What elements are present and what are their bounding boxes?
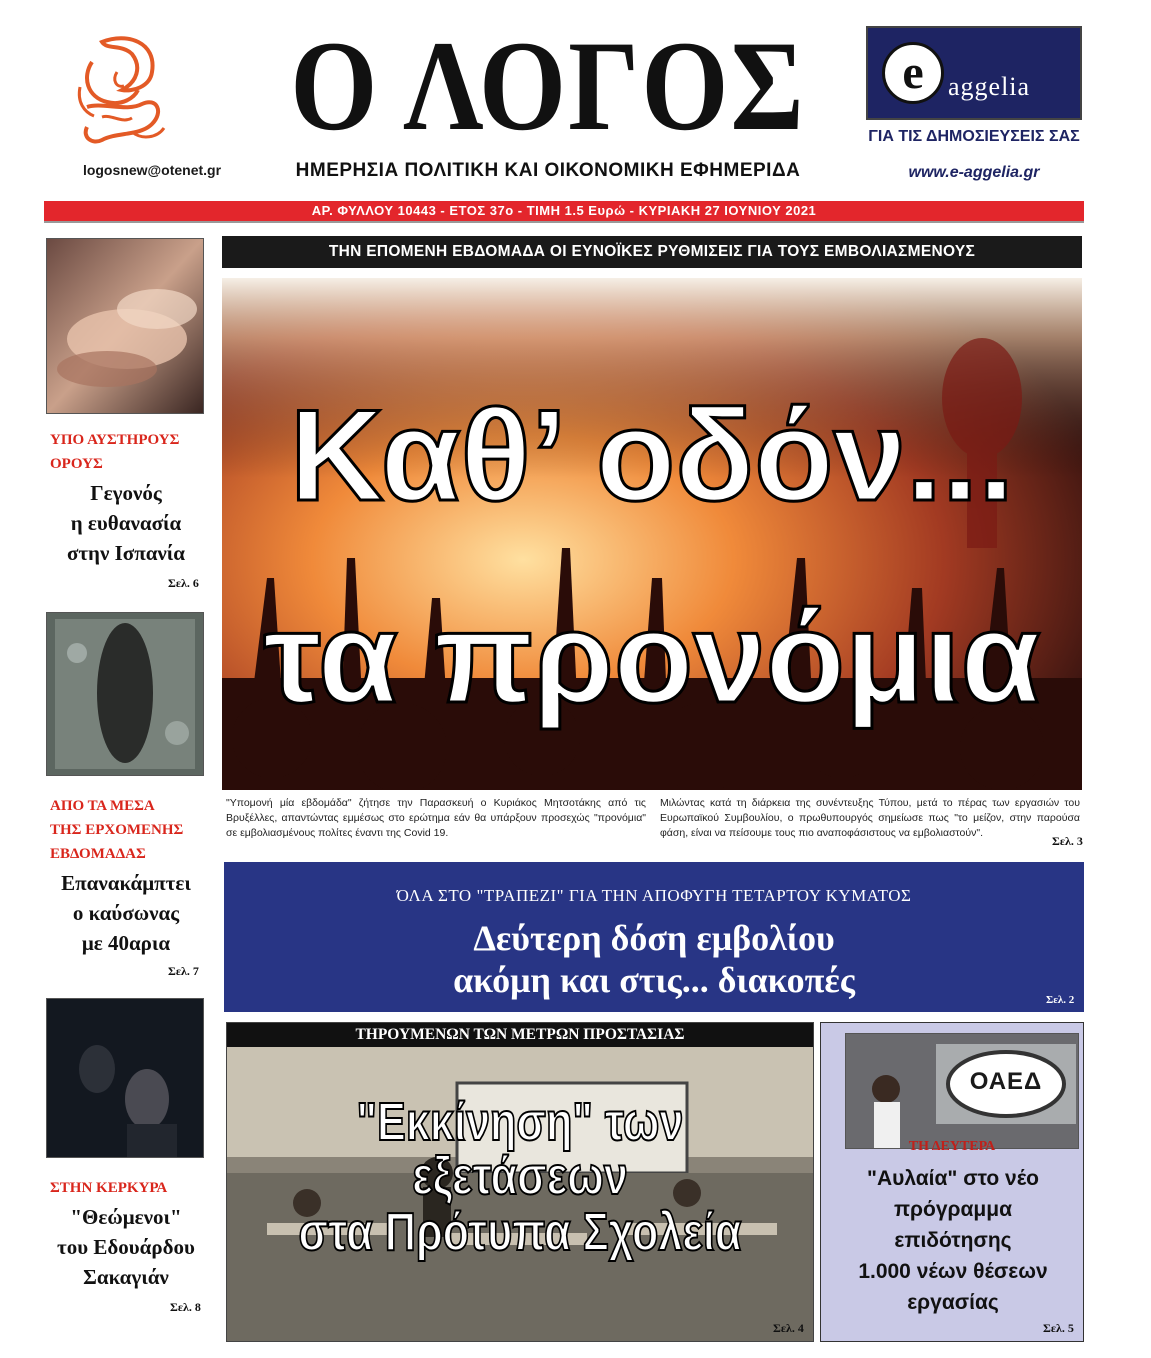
page-ref-6: Σελ. 6 — [168, 576, 199, 590]
newspaper-logo-illustration — [72, 32, 172, 152]
sidebar-kicker-1: ΥΠΟ ΑΥΣΤΗΡΟΥΣ ΟΡΟΥΣ — [50, 432, 180, 472]
exam-headline-line1: "Εκκίνηση" των εξετάσεων — [356, 1092, 684, 1206]
oaed-story[interactable] — [820, 1022, 1084, 1342]
page-ref-5: Σελ. 5 — [1043, 1321, 1074, 1335]
oaed-kicker: ΤΗ ΔΕΥΤΕΡΑ — [908, 1139, 996, 1154]
contact-email[interactable]: logosnew@otenet.gr — [82, 162, 222, 178]
ad-url[interactable]: www.e-aggelia.gr — [908, 164, 1040, 181]
exam-headline-line2: στα Πρότυπα Σχολεία — [298, 1202, 742, 1262]
sidebar-kicker-3: ΣΤΗΝ ΚΕΡΚΥΡΑ — [50, 1180, 168, 1196]
exam-banner: ΤΗΡΟΥΜΕΝΩΝ ΤΩΝ ΜΕΤΡΩΝ ΠΡΟΣΤΑΣΙΑΣ — [227, 1023, 813, 1047]
exam-story[interactable] — [226, 1022, 814, 1342]
eaggelia-logo-icon: e — [882, 42, 944, 104]
vaccine-dose-headline-line1: Δεύτερη δόση εμβολίου — [473, 918, 835, 958]
newspaper-subtitle: ΗΜΕΡΗΣΙΑ ΠΟΛΙΤΙΚΗ ΚΑΙ ΟΙΚΟΝΟΜΙΚΗ ΕΦΗΜΕΡΙΔΑ — [295, 160, 801, 181]
page-ref-7: Σελ. 7 — [168, 964, 199, 978]
main-headline-line2[interactable]: τα προνόμια — [263, 584, 1041, 730]
sidebar-headline-2[interactable]: Επανακάμπτει ο καύσωνας με 40αρια — [61, 871, 191, 955]
eaggelia-ad[interactable] — [866, 26, 1082, 120]
main-story-banner: ΤΗΝ ΕΠΟΜΕΝΗ ΕΒΔΟΜΑΔΑ ΟΙ ΕΥΝΟΪΚΕΣ ΡΥΘΜΙΣΕΙΣ ΓΙΑ ΤΟΥΣ ΕΜΒΟΛΙΑΣΜΕΝΟΥΣ — [222, 236, 1082, 268]
oaed-headline: "Αυλαία" στο νέο πρόγραμμα επιδότησης 1.000 νέων θέσεων εργασίας — [858, 1167, 1048, 1314]
euthanasia-photo — [46, 238, 204, 414]
vaccine-dose-story[interactable] — [224, 862, 1084, 1012]
heatwave-photo — [46, 612, 204, 776]
vaccine-dose-kicker: ΌΛΑ ΣΤΟ "ΤΡΑΠΕΖΙ" ΓΙΑ ΤΗΝ ΑΠΟΦΥΓΗ ΤΕΤΑΡΤΟΥ ΚΥΜΑΤΟΣ — [396, 886, 912, 905]
oaed-logo: ΟΑΕΔ — [969, 1068, 1043, 1095]
issue-info-bar: ΑΡ. ΦΥΛΛΟΥ 10443 - ΕΤΟΣ 37ο - ΤΙΜΗ 1.5 Ευρώ - ΚΥΡΙΑΚΗ 27 ΙΟΥΝΙΟΥ 2021 — [44, 201, 1084, 221]
main-headline-line1[interactable]: Καθ’ οδόν... — [289, 382, 1015, 528]
vaccine-dose-headline-line2: ακόμη και στις... διακοπές — [453, 960, 855, 1000]
oaed-photo — [845, 1033, 1079, 1149]
page-ref-3: Σελ. 3 — [1052, 834, 1083, 848]
main-caption-right: Μιλώντας κατά τη διάρκεια της συνέντευξης Τύπου, μετά το πέρας των εργασιών του Ευρωπαϊκού Συμβουλίου, ο πρωθυπουργός σημείωσε πως "το μείζον, στην παρούσα φάση, είναι να πείσουμε τους πιο αναποφάσιστους να εμβολιαστούν". — [660, 797, 1080, 839]
page-ref-8: Σελ. 8 — [170, 1300, 201, 1314]
sidebar-headline-1[interactable]: Γεγονός η ευθανασία στην Ισπανία — [66, 481, 186, 565]
page-ref-4: Σελ. 4 — [773, 1321, 804, 1335]
sidebar-kicker-2: ΑΠΟ ΤΑ ΜΕΣΑ ΤΗΣ ΕΡΧΟΜΕΝΗΣ ΕΒΔΟΜΑΔΑΣ — [50, 798, 184, 862]
ad-tagline: ΓΙΑ ΤΙΣ ΔΗΜΟΣΙΕΥΣΕΙΣ ΣΑΣ — [868, 128, 1080, 145]
eaggelia-wordmark: aggelia — [948, 72, 1031, 101]
newspaper-title: Ο ΛΟΓΟΣ — [290, 15, 806, 158]
kerkyra-photo — [46, 998, 204, 1158]
divider — [44, 221, 1084, 223]
sidebar-headline-3[interactable]: "Θεώμενοι" του Εδουάρδου Σακαγιάν — [57, 1205, 195, 1289]
main-caption-left: "Υπομονή μία εβδομάδα" ζήτησε την Παρασκευή ο Κυριάκος Μητσοτάκης από τις Βρυξέλλες, απαντώντας εμμέσως στο ερώτημα εάν θα υπάρξουν προσεχώς "προνόμια" σε εμβολιασμένους πολίτες έναντι της Covid 19. — [226, 797, 646, 839]
page-ref-2: Σελ. 2 — [1046, 994, 1075, 1006]
